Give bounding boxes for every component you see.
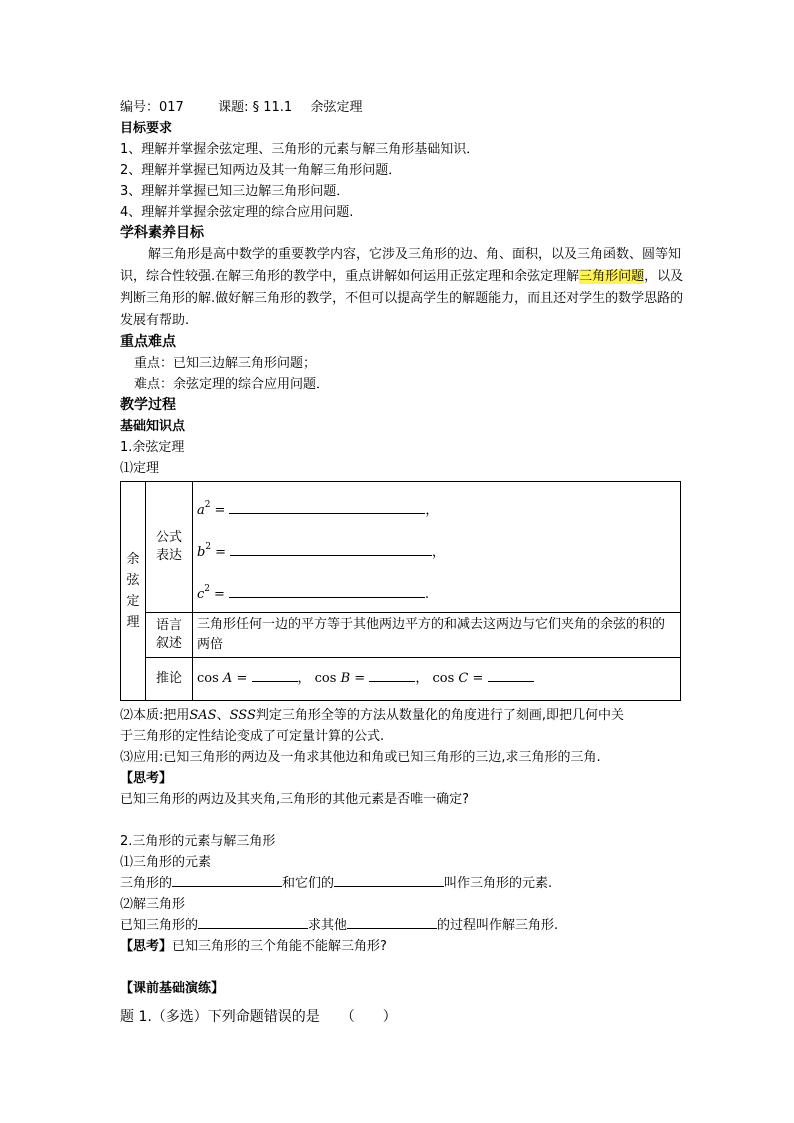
formula-c-eq: = [214, 587, 225, 602]
vchar-3: 定 [126, 594, 140, 609]
formula-label [146, 482, 193, 613]
cos-a-var: A [222, 671, 233, 686]
formula-a-eq: = [214, 503, 226, 518]
key-point: 重点：已知三边解三角形问题； [134, 356, 317, 371]
practice-title: 【课前基础演练】 [120, 981, 225, 996]
section1-3: ⑶应用:已知三角形的两边及一角求其他边和角或已知三角形的三边,求三角形的三角. [120, 750, 601, 765]
cos-b-tail: ， [415, 671, 429, 686]
vchar-1: 余 [126, 552, 140, 567]
s2-2-blank-2[interactable] [347, 915, 437, 929]
formula-a-var: a [197, 503, 205, 518]
basics-heading: 基础知识点 [120, 419, 186, 434]
cos-c-eq: = [472, 671, 484, 686]
formula-a-exp: 2 [204, 500, 211, 510]
formula-c-tail: . [424, 587, 430, 602]
formula-label-1: 公式 [155, 530, 182, 545]
s1-2-text-a: ⑵本质:把用 [120, 708, 190, 723]
sss-term: SSS [229, 708, 256, 723]
formula-a-blank[interactable] [229, 500, 425, 514]
number-label: 编号：017 [120, 100, 184, 115]
infer-label: 推论 [146, 658, 193, 701]
think1-text: 已知三角形的两边及其夹角,三角形的其他元素是否唯一确定? [120, 792, 470, 807]
s1-2-text-b: 判定三角形全等的方法从数量化的角度进行了刻画,即把几何中关 [255, 708, 625, 723]
formula-b-eq: = [215, 545, 226, 560]
s2-1-blank-2[interactable] [334, 873, 444, 887]
cos-b-var: B [340, 671, 351, 686]
think2-text: 已知三角形的三个角能不能解三角形? [172, 939, 387, 954]
s2-1-blank-1[interactable] [172, 873, 282, 887]
section2-title: 2.三角形的元素与解三角形 [120, 834, 276, 849]
cos-c-blank[interactable] [488, 668, 534, 682]
formula-c [197, 568, 676, 610]
cos-a-blank[interactable] [252, 668, 298, 682]
formula-c-blank[interactable] [229, 584, 425, 598]
cos-a-fn: cos [197, 671, 219, 686]
think2-line [120, 936, 685, 957]
difficult-point: 难点：余弦定理的综合应用问题． [134, 377, 330, 392]
question-1: 题 1.（多选）下列命题错误的是 （ ） [120, 1009, 397, 1025]
s2-1-text-a: 三角形的 [120, 876, 173, 891]
formula-b-tail: ， [431, 545, 445, 560]
topic-name: 余弦定理 [310, 100, 363, 115]
formula-label-2: 表达 [155, 548, 182, 563]
literacy-highlight: 三角形问题 [579, 269, 645, 284]
section2-2: ⑵解三角形 [120, 897, 186, 912]
header-line [120, 97, 685, 118]
formula-a [197, 484, 676, 526]
language-label-2: 叙述 [155, 636, 182, 651]
sas-term: SAS [189, 708, 217, 723]
vchar-4: 理 [126, 615, 140, 630]
cos-c-fn: cos [432, 671, 455, 686]
formula-b [197, 526, 676, 568]
language-text: 三角形任何一边的平方等于其他两边平方的和减去这两边与它们夹角的余弦的积的两倍 [193, 613, 681, 658]
cos-b-eq: = [354, 671, 366, 686]
cos-b-blank[interactable] [369, 668, 415, 682]
think2-title: 【思考】 [120, 939, 173, 954]
cos-b-fn: cos [314, 671, 337, 686]
section1-2-line2: 于三角形的定性结论变成了可定量计算的公式. [120, 729, 385, 744]
formula-b-var: b [197, 545, 206, 560]
cos-a-tail: ， [297, 671, 311, 686]
content [120, 97, 685, 1028]
keypoints-heading: 重点难点 [120, 334, 176, 350]
s2-1-text-b: 和它们的 [282, 876, 335, 891]
formula-cell [193, 482, 681, 613]
infer-cell [193, 658, 681, 701]
cos-a-eq: = [236, 671, 248, 686]
literacy-text-2: ，以及判断三角形的解.做好解三角形的教学，不但可以提高学生的解题能力，而且还对学生的数学思路的发展有帮助. [120, 269, 684, 328]
formula-c-exp: 2 [204, 584, 211, 594]
formula-a-tail: ， [425, 503, 439, 518]
table-vertical-label [121, 482, 146, 701]
process-heading: 教学过程 [120, 397, 176, 413]
section2-2-fill [120, 915, 685, 936]
think1-title: 【思考】 [120, 771, 173, 786]
s2-2-text-a: 已知三角形的 [120, 918, 199, 933]
section2-1: ⑴三角形的元素 [120, 855, 212, 870]
section1-title: 1.余弦定理 [120, 440, 185, 455]
topic-label: 课题: § 11.1 [218, 100, 293, 115]
s1-2-sep: 、 [216, 708, 230, 723]
section2-1-fill [120, 873, 685, 894]
section1-1: ⑴定理 [120, 461, 160, 476]
formula-b-blank[interactable] [230, 542, 432, 556]
goal-item-3: 3、理解并掌握已知三边解三角形问题． [120, 184, 350, 199]
goal-item-2: 2、理解并掌握已知两边及其一角解三角形问题． [120, 163, 402, 178]
s2-2-text-c: 的过程叫作解三角形. [437, 918, 559, 933]
cosine-law-table [120, 481, 681, 701]
s2-1-text-c: 叫作三角形的元素. [444, 876, 553, 891]
s2-2-text-b: 求其他 [308, 918, 348, 933]
cos-c-var: C [458, 671, 469, 686]
language-label [146, 613, 193, 658]
literacy-text-1: 解三角形是高中数学的重要教学内容，它涉及三角形的边、角、面积，以及三角函数、圆等知识，综合性较强.在解三角形的教学中，重点讲解如何运用正弦定理和余弦定理解 [120, 247, 682, 284]
goal-item-4: 4、理解并掌握余弦定理的综合应用问题. [120, 205, 354, 220]
cos-row [197, 660, 676, 698]
goals-heading: 目标要求 [120, 121, 173, 136]
formula-b-exp: 2 [205, 542, 212, 552]
formula-c-var: c [197, 587, 205, 602]
language-label-1: 语言 [155, 618, 182, 633]
literacy-paragraph [120, 244, 685, 332]
goal-item-1: 1、理解并掌握余弦定理、三角形的元素与解三角形基础知识． [120, 142, 480, 157]
literacy-heading: 学科素养目标 [120, 225, 204, 241]
vchar-2: 弦 [126, 573, 140, 588]
s2-2-blank-1[interactable] [198, 915, 308, 929]
section1-2-line1 [120, 705, 685, 726]
